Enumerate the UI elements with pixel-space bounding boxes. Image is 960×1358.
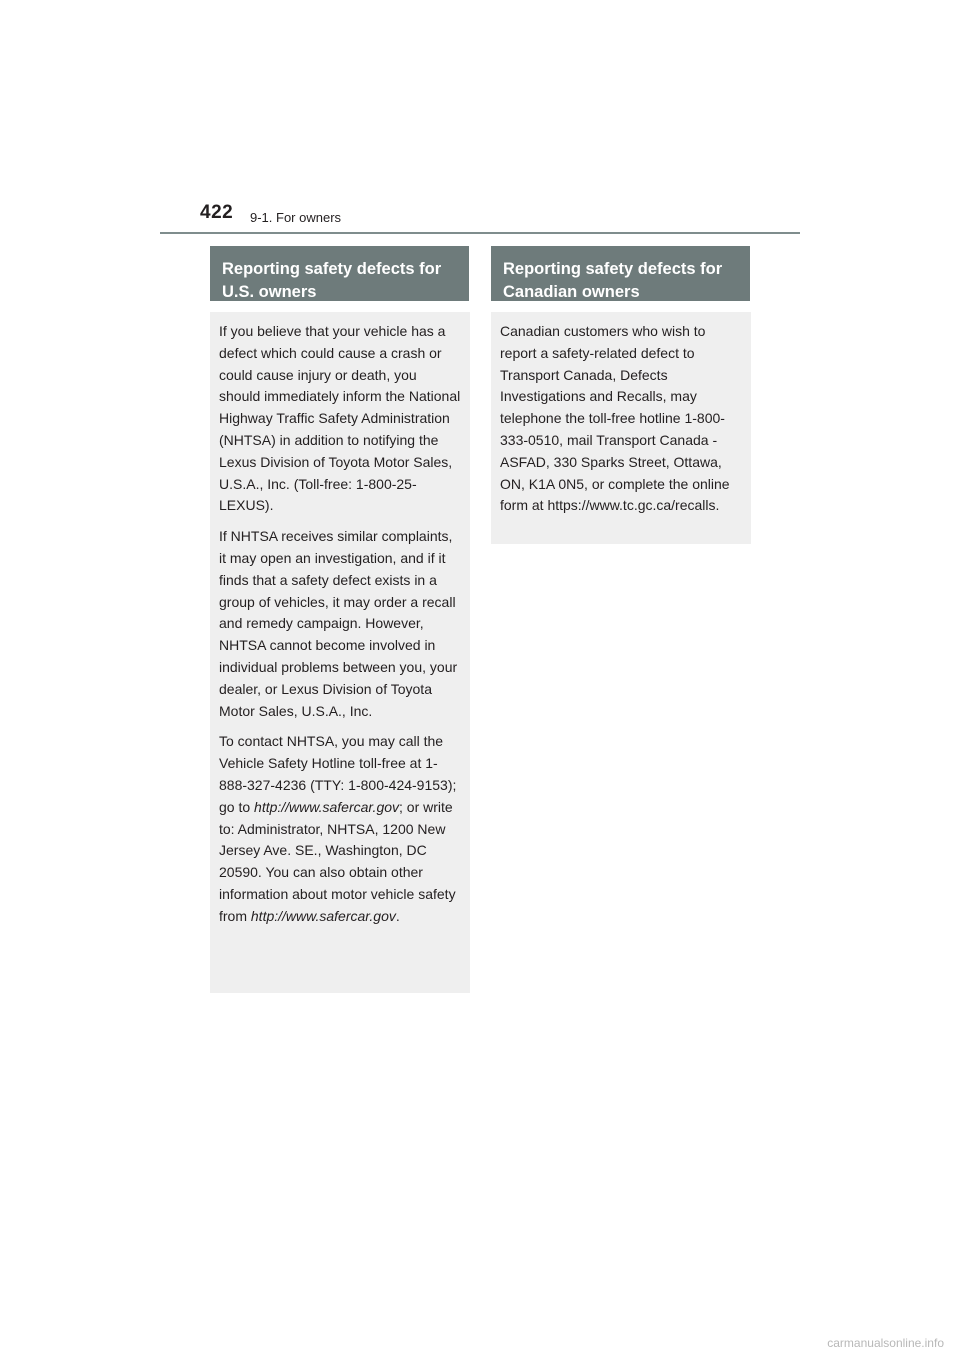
section-title: 9-1. For owners <box>250 210 342 225</box>
us-section-heading: Reporting safety defects for U.S. owners <box>210 246 469 301</box>
watermark: carmanualsonline.info <box>827 1336 944 1350</box>
us-paragraph-2: If NHTSA receives similar complaints, it may open an investigation, and if it finds that a safety defect exists in a group of vehicles, it may order a recall and remedy campaign. However, NHTSA cannot become involved in individual problems between you, your dealer, or Lexus Division of Toyota Motor Sales, U.S.A., Inc. <box>219 528 458 719</box>
us-paragraph-3-text-2: ; or write to: Administrator, NHTSA, 1200 New Jersey Ave. SE., Washington, DC 20590. You can also obtain other information about motor vehicle safety from <box>219 798 456 924</box>
us-paragraph-3-text-3: . <box>395 907 400 924</box>
header-divider <box>160 232 800 234</box>
us-section-body <box>210 312 470 993</box>
safercar-link-1[interactable]: http://www.safercar.gov <box>254 798 400 815</box>
canada-paragraph-1: Canadian customers who wish to report a safety-related defect to Transport Canada, Defects Investigations and Recalls, may telephone the toll-free hotline 1-800-333-0510, mail Transport Canada - ASFAD, 330 Sparks Street, Ottawa, ON, K1A 0N5, or complete the online form at https://www.tc.gc.ca/recalls. <box>500 323 730 514</box>
us-paragraph-1: If you believe that your vehicle has a defect which could cause a crash or could cause injury or death, you should immediately inform the National Highway Traffic Safety Administration (NHTSA) in addition to notifying the Lexus Division of Toyota Motor Sales, U.S.A., Inc. (Toll-free: 1-800-25-LEXUS). <box>219 323 461 514</box>
us-paragraph-3-text-1: To contact NHTSA, you may call the Vehicle Safety Hotline toll-free at 1-888-327-4236 (TTY: 1-800-424-9153); go to <box>219 733 457 815</box>
canada-section-heading: Reporting safety defects for Canadian owners <box>491 246 750 301</box>
canada-section-body <box>491 312 751 544</box>
us-paragraph-3 <box>219 731 461 927</box>
safercar-link-2[interactable]: http://www.safercar.gov <box>250 907 396 924</box>
page-number: 422 <box>200 202 234 223</box>
